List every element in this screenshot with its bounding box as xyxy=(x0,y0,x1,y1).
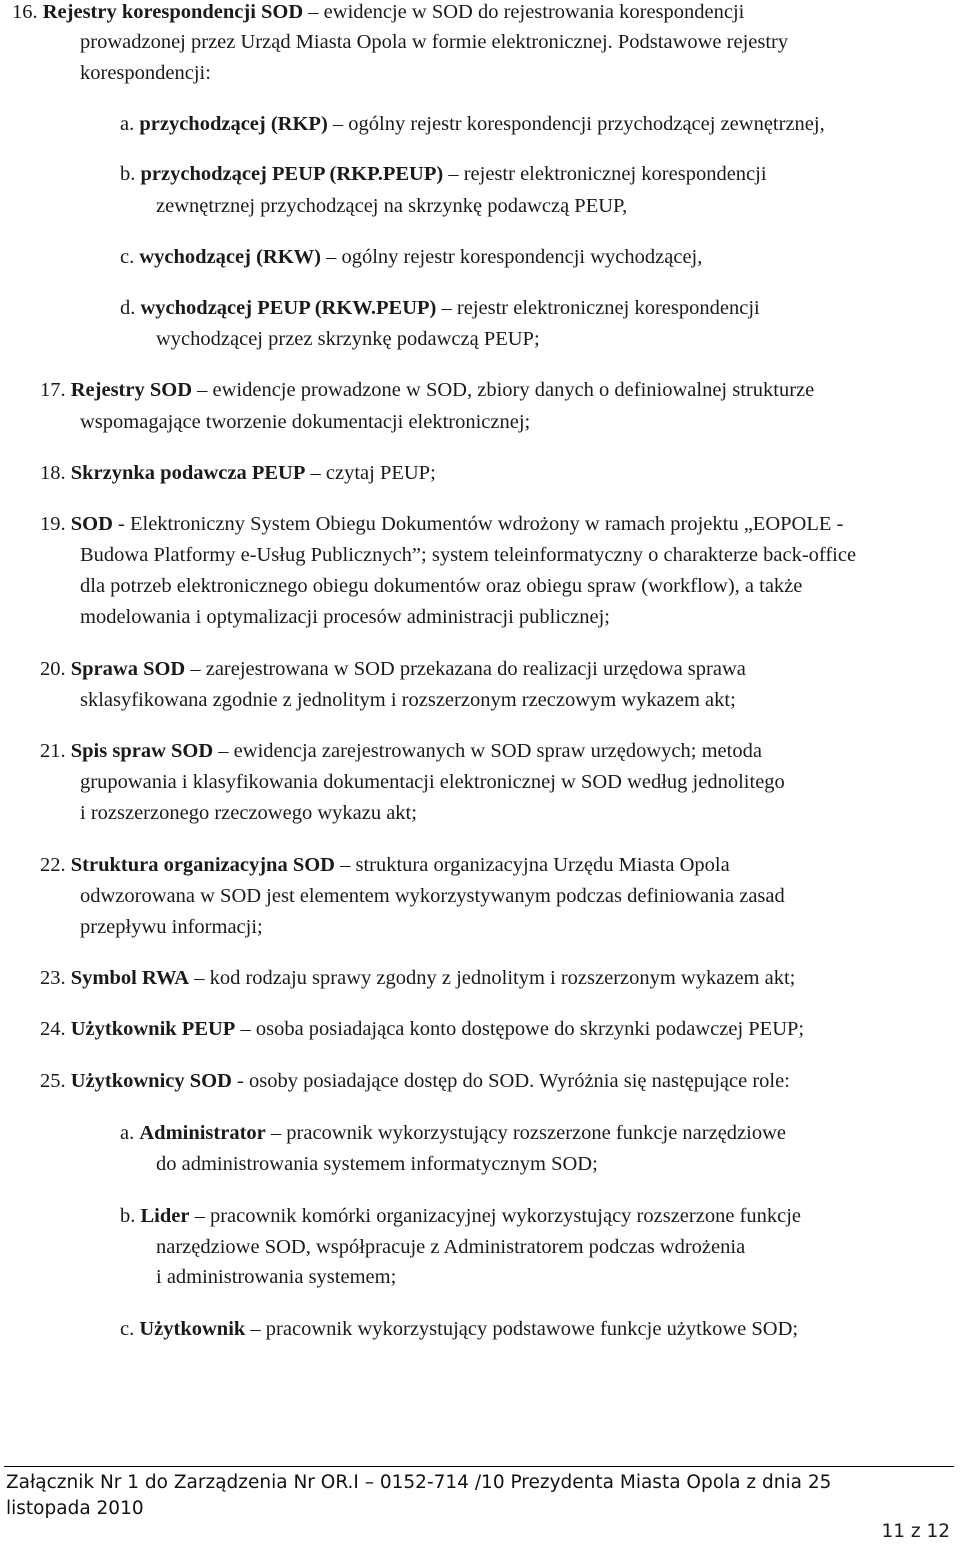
item-16b-line-1: b. przychodzącej PEUP (RKP.PEUP) – rejestr elektronicznej korespondencji xyxy=(120,163,767,185)
item-25b-line-3: i administrowania systemem; xyxy=(156,1266,397,1288)
item-22-line-2: odwzorowana w SOD jest elementem wykorzystywanym podczas definiowania zasad xyxy=(80,885,785,907)
item-25b-line-2: narzędziowe SOD, współpracuje z Administratorem podczas wdrożenia xyxy=(156,1236,746,1258)
item-21-line-2: grupowania i klasyfikowania dokumentacji elektronicznej w SOD według jednolitego xyxy=(80,771,785,793)
footer-divider xyxy=(4,1466,954,1467)
page-number: 11 z 12 xyxy=(881,1521,950,1542)
item-20-line-2: sklasyfikowana zgodnie z jednolitym i rozszerzonym rzeczowym wykazem akt; xyxy=(80,689,736,711)
item-16b-line-2: zewnętrznej przychodzącej na skrzynkę podawczą PEUP, xyxy=(156,195,628,217)
item-25: 25. Użytkownicy SOD - osoby posiadające dostęp do SOD. Wyróżnia się następujące role: xyxy=(40,1070,790,1092)
item-25b-line-1: b. Lider – pracownik komórki organizacyjnej wykorzystujący rozszerzone funkcje xyxy=(120,1205,802,1227)
item-22-line-3: przepływu informacji; xyxy=(80,916,263,938)
item-21-line-1: 21. Spis spraw SOD – ewidencja zarejestrowanych w SOD spraw urzędowych; metoda xyxy=(40,740,762,762)
item-16-line-2: prowadzonej przez Urząd Miasta Opola w formie elektronicznej. Podstawowe rejestry xyxy=(80,31,789,53)
item-16c: c. wychodzącej (RKW) – ogólny rejestr korespondencji wychodzącej, xyxy=(120,246,703,268)
footer xyxy=(6,1470,954,1522)
item-19-line-4: modelowania i optymalizacji procesów administracji publicznej; xyxy=(80,606,610,628)
footer-line-2: listopada 2010 xyxy=(6,1498,144,1519)
item-16-line-1: 16. Rejestry korespondencji SOD – ewidencje w SOD do rejestrowania korespondencji xyxy=(12,1,745,23)
item-25a-line-2: do administrowania systemem informatycznym SOD; xyxy=(156,1153,598,1175)
item-25c: c. Użytkownik – pracownik wykorzystujący podstawowe funkcje użytkowe SOD; xyxy=(120,1318,799,1340)
item-19-line-2: Budowa Platformy e-Usług Publicznych”; system teleinformatyczny o charakterze back-office xyxy=(80,544,857,566)
item-25a-line-1: a. Administrator – pracownik wykorzystujący rozszerzone funkcje narzędziowe xyxy=(120,1122,787,1144)
item-22-line-1: 22. Struktura organizacyjna SOD – struktura organizacyjna Urzędu Miasta Opola xyxy=(40,854,730,876)
item-16a: a. przychodzącej (RKP) – ogólny rejestr korespondencji przychodzącej zewnętrznej, xyxy=(120,113,825,135)
item-24: 24. Użytkownik PEUP – osoba posiadająca konto dostępowe do skrzynki podawczej PEUP; xyxy=(40,1018,805,1040)
item-17-line-1: 17. Rejestry SOD – ewidencje prowadzone w SOD, zbiory danych o definiowalnej strukturze xyxy=(40,379,815,401)
item-16d-line-1: d. wychodzącej PEUP (RKW.PEUP) – rejestr elektronicznej korespondencji xyxy=(120,297,760,319)
footer-line-1: Załącznik Nr 1 do Zarządzenia Nr OR.I – 0152-714 /10 Prezydenta Miasta Opola z dnia 25 xyxy=(6,1472,832,1493)
item-19-line-3: dla potrzeb elektronicznego obiegu dokumentów oraz obiegu spraw (workflow), a także xyxy=(80,575,803,597)
item-16-line-3: korespondencji: xyxy=(80,62,211,84)
item-16d-line-2: wychodzącej przez skrzynkę podawczą PEUP; xyxy=(156,328,540,350)
item-23: 23. Symbol RWA – kod rodzaju sprawy zgodny z jednolitym i rozszerzonym wykazem akt; xyxy=(40,967,796,989)
item-21-line-3: i rozszerzonego rzeczowego wykazu akt; xyxy=(80,802,417,824)
item-20-line-1: 20. Sprawa SOD – zarejestrowana w SOD przekazana do realizacji urzędowa sprawa xyxy=(40,658,746,680)
item-18: 18. Skrzynka podawcza PEUP – czytaj PEUP; xyxy=(40,462,436,484)
item-17-line-2: wspomagające tworzenie dokumentacji elektronicznej; xyxy=(80,411,531,433)
term: Rejestry korespondencji SOD xyxy=(42,1,304,23)
item-19-line-1: 19. SOD - Elektroniczny System Obiegu Dokumentów wdrożony w ramach projektu „EOPOLE - xyxy=(40,513,844,535)
